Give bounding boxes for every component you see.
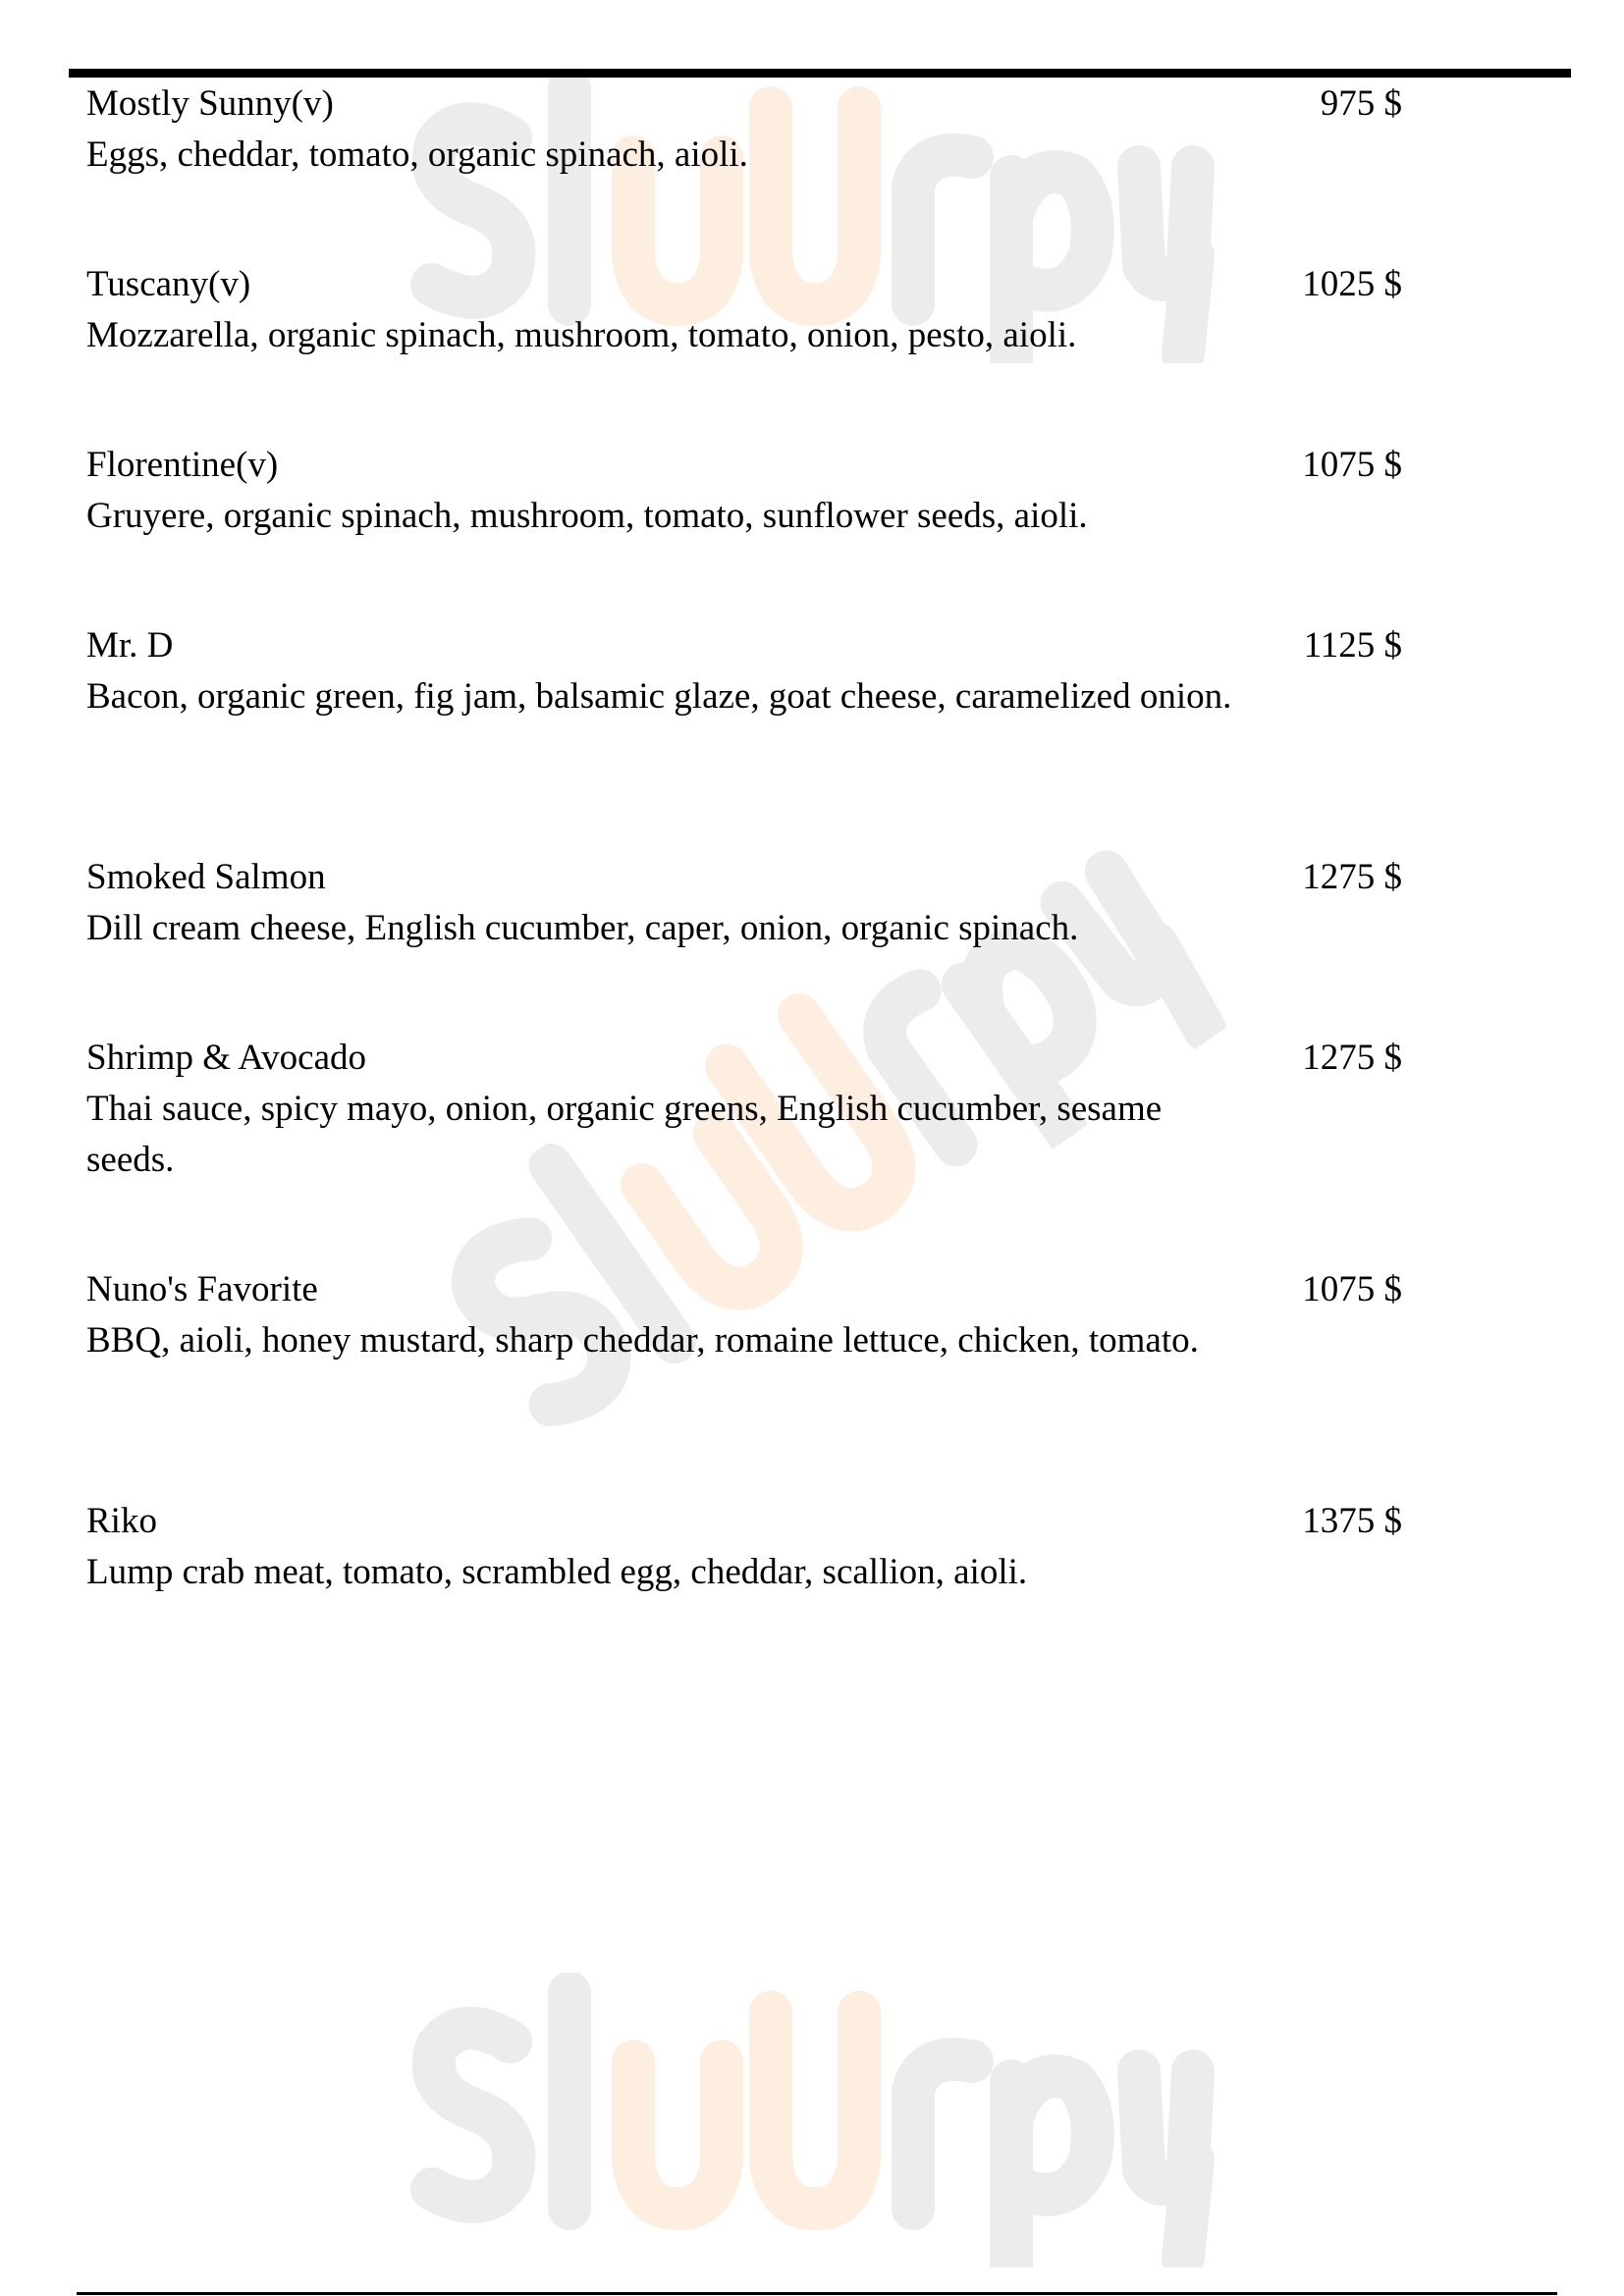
menu-item: [86, 620, 1402, 722]
menu-item: [86, 852, 1402, 954]
item-description: Dill cream cheese, English cucumber, caper, onion, organic spinach.: [86, 908, 1079, 948]
item-price: 1375 $: [1302, 1501, 1402, 1541]
item-name: Shrimp & Avocado: [86, 1038, 367, 1078]
item-description: BBQ, aioli, honey mustard, sharp cheddar, romaine lettuce, chicken, tomato.: [86, 1320, 1199, 1361]
top-divider: [69, 69, 1571, 78]
menu-item: [86, 440, 1402, 542]
bottom-divider: [77, 2292, 1557, 2295]
item-name: Florentine(v): [86, 445, 279, 485]
item-description: Eggs, cheddar, tomato, organic spinach, aioli.: [86, 134, 748, 175]
menu-item: [86, 1264, 1402, 1366]
item-price: 1075 $: [1302, 445, 1402, 485]
item-name: Mr. D: [86, 625, 174, 666]
item-description: Gruyere, organic spinach, mushroom, tomato, sunflower seeds, aioli.: [86, 496, 1088, 536]
item-price: 1275 $: [1302, 857, 1402, 897]
item-price: 1025 $: [1302, 264, 1402, 304]
item-name: Smoked Salmon: [86, 857, 326, 897]
item-price: 1125 $: [1303, 625, 1402, 666]
item-description: Bacon, organic green, fig jam, balsamic glaze, goat cheese, caramelized onion.: [86, 676, 1232, 717]
item-price: 1275 $: [1302, 1038, 1402, 1078]
item-description: Mozzarella, organic spinach, mushroom, tomato, onion, pesto, aioli.: [86, 315, 1077, 355]
watermark-logo-bottom: [403, 1973, 1227, 2268]
menu-item: [86, 259, 1402, 361]
item-name: Nuno's Favorite: [86, 1269, 318, 1309]
menu-item: [86, 1496, 1402, 1598]
item-description: Thai sauce, spicy mayo, onion, organic greens, English cucumber, sesame seeds.: [86, 1089, 1163, 1180]
menu-item: [86, 79, 1402, 181]
item-price: 1075 $: [1302, 1269, 1402, 1309]
menu-item: [86, 1033, 1402, 1186]
item-name: Tuscany(v): [86, 264, 251, 304]
item-name: Riko: [86, 1501, 157, 1541]
item-name: Mostly Sunny(v): [86, 83, 334, 124]
item-description: Lump crab meat, tomato, scrambled egg, cheddar, scallion, aioli.: [86, 1552, 1028, 1592]
item-price: 975 $: [1320, 83, 1402, 124]
